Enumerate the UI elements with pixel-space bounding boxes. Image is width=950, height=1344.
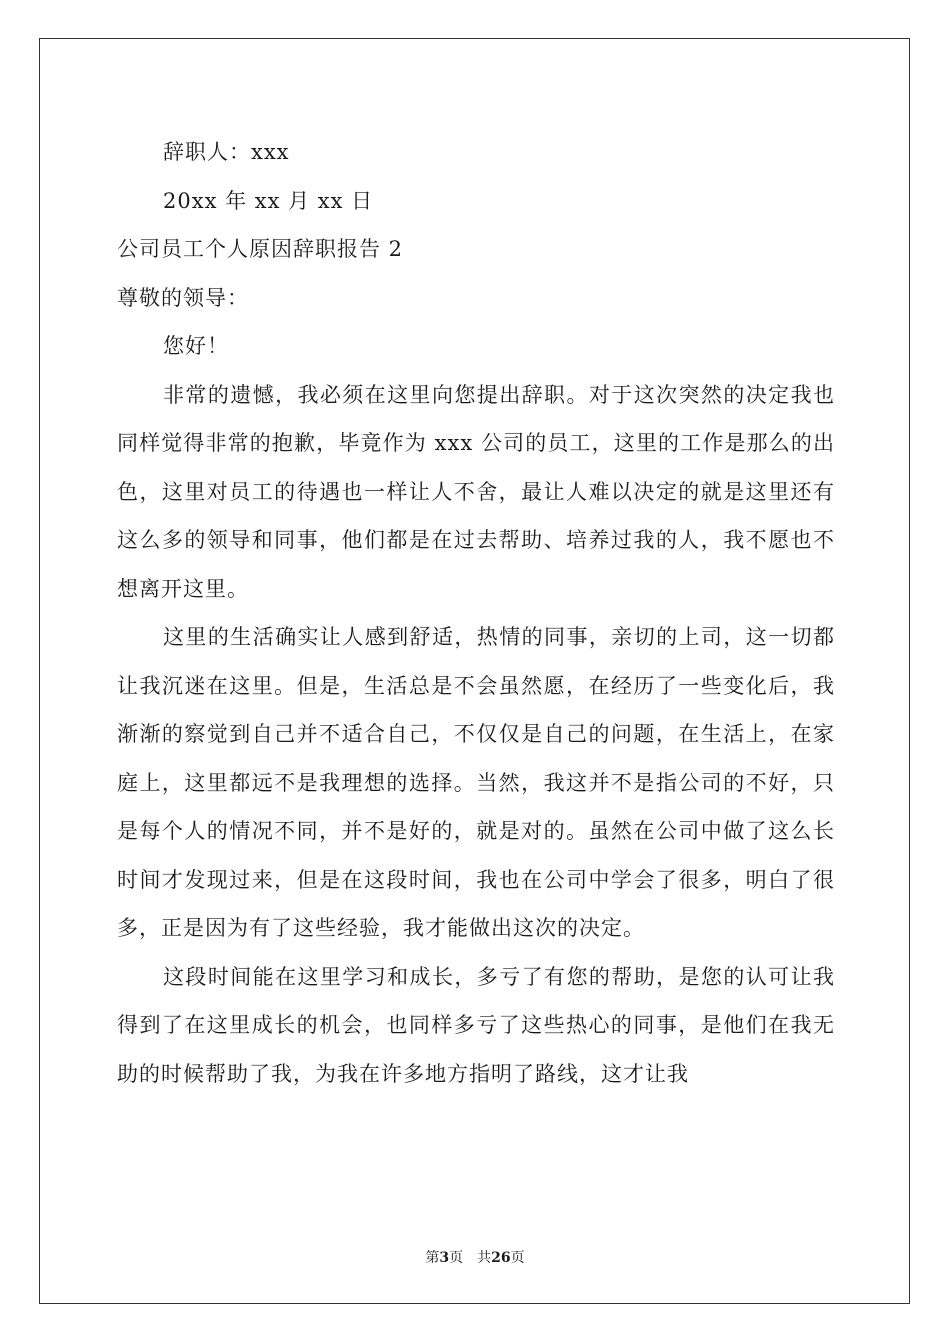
resigner-line: 辞职人：xxx	[163, 140, 290, 164]
page-prefix: 第	[425, 1250, 440, 1266]
document-body	[117, 128, 835, 1098]
date-line: 20xx 年 xx 月 xx 日	[163, 188, 374, 213]
page-mid: 页 共	[449, 1250, 492, 1266]
page-number	[0, 1247, 950, 1267]
page-total: 26	[491, 1250, 511, 1266]
page-current: 3	[439, 1250, 450, 1266]
page-suffix: 页	[510, 1250, 525, 1266]
salutation: 尊敬的领导：	[117, 285, 249, 310]
paragraph-2: 这里的生活确实让人感到舒适，热情的同事，亲切的上司，这一切都让我沉迷在这里。但是，生活总是不会虽然愿，在经历了一些变化后，我渐渐的察觉到自己并不适合自己，不仅仅是自己的问题，在生活上，在家庭上，这里都远不是我理想的选择。当然，我这并不是指公司的不好，只是每个人的情况不同，并不是好的，就是对的。虽然在公司中做了这么长时间才发现过来，但是在这段时间，我也在公司中学会了很多，明白了很多，正是因为有了这些经验，我才能做出这次的决定。	[117, 625, 835, 940]
paragraph-3: 这段时间能在这里学习和成长，多亏了有您的帮助，是您的认可让我得到了在这里成长的机会，也同样多亏了这些热心的同事，是他们在我无助的时候帮助了我，为我在许多地方指明了路线，这才让我	[117, 964, 835, 1086]
greeting: 您好！	[163, 334, 229, 358]
paragraph-1: 非常的遗憾，我必须在这里向您提出辞职。对于这次突然的决定我也同样觉得非常的抱歉，毕竟作为 xxx 公司的员工，这里的工作是那么的出色，这里对员工的待遇也一样让人不舍，最让人难以决定的就是这里还有这么多的领导和同事，他们都是在过去帮助、培养过我的人，我不愿也不想离开这里。	[117, 382, 835, 601]
document-title: 公司员工个人原因辞职报告 2	[117, 237, 404, 261]
